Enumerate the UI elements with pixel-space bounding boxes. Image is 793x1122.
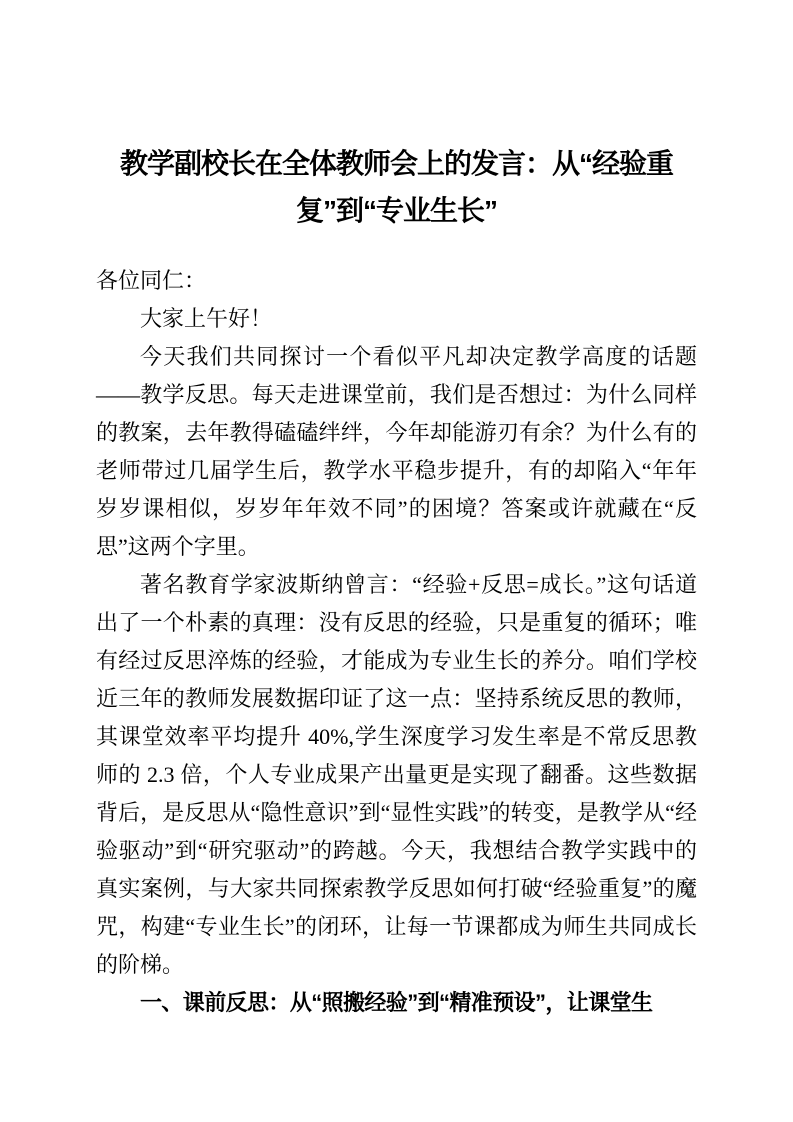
salutation-paragraph: 各位同仁： bbox=[96, 268, 207, 293]
document-title: 教学副校长在全体教师会上的发言：从“经验重复”到“专业生长” bbox=[119, 148, 673, 226]
intro-paragraph: 今天我们共同探讨一个看似平凡却决定教学高度的话题——教学反思。每天走进课堂前，我们是否想过：为什么同样的教案，去年教得磕磕绊绊，今年却能游刃有余？为什么有的老师带过几届学生后，教学水平稳步提升，有的却陷入“年年岁岁课相似，岁岁年年效不同”的困境？答案或许就藏在“反思”这两个字里。 bbox=[96, 344, 697, 559]
data-evidence-paragraph: 著名教育学家波斯纳曾言：“经验+反思=成长。”这句话道出了一个朴素的真理：没有反思的经验，只是重复的循环；唯有经过反思淬炼的经验，才能成为专业生长的养分。咱们学校近三年的教师发展数据印证了这一点：坚持系统反思的教师，其课堂效率平均提升 40%,学生深度学习发生率是不常反思教师的 2.3 倍，个人专业成果产出量更是实现了翻番。这些数据背后，是反思从“隐性意识”到“显性实践”的转变，是教学从“经验驱动”到“研究驱动”的跨越。今天，我想结合教学实践中的真实案例，与大家共同探索教学反思如何打破“经验重复”的魔咒，构建“专业生长”的闭环，让每一节课都成为师生共同成长的阶梯。 bbox=[96, 572, 698, 977]
greeting-paragraph: 大家上午好！ bbox=[140, 306, 273, 331]
document-body bbox=[96, 262, 697, 1022]
section-heading-1: 一、课前反思：从“照搬经验”到“精准预设”，让课堂生 bbox=[140, 990, 653, 1015]
